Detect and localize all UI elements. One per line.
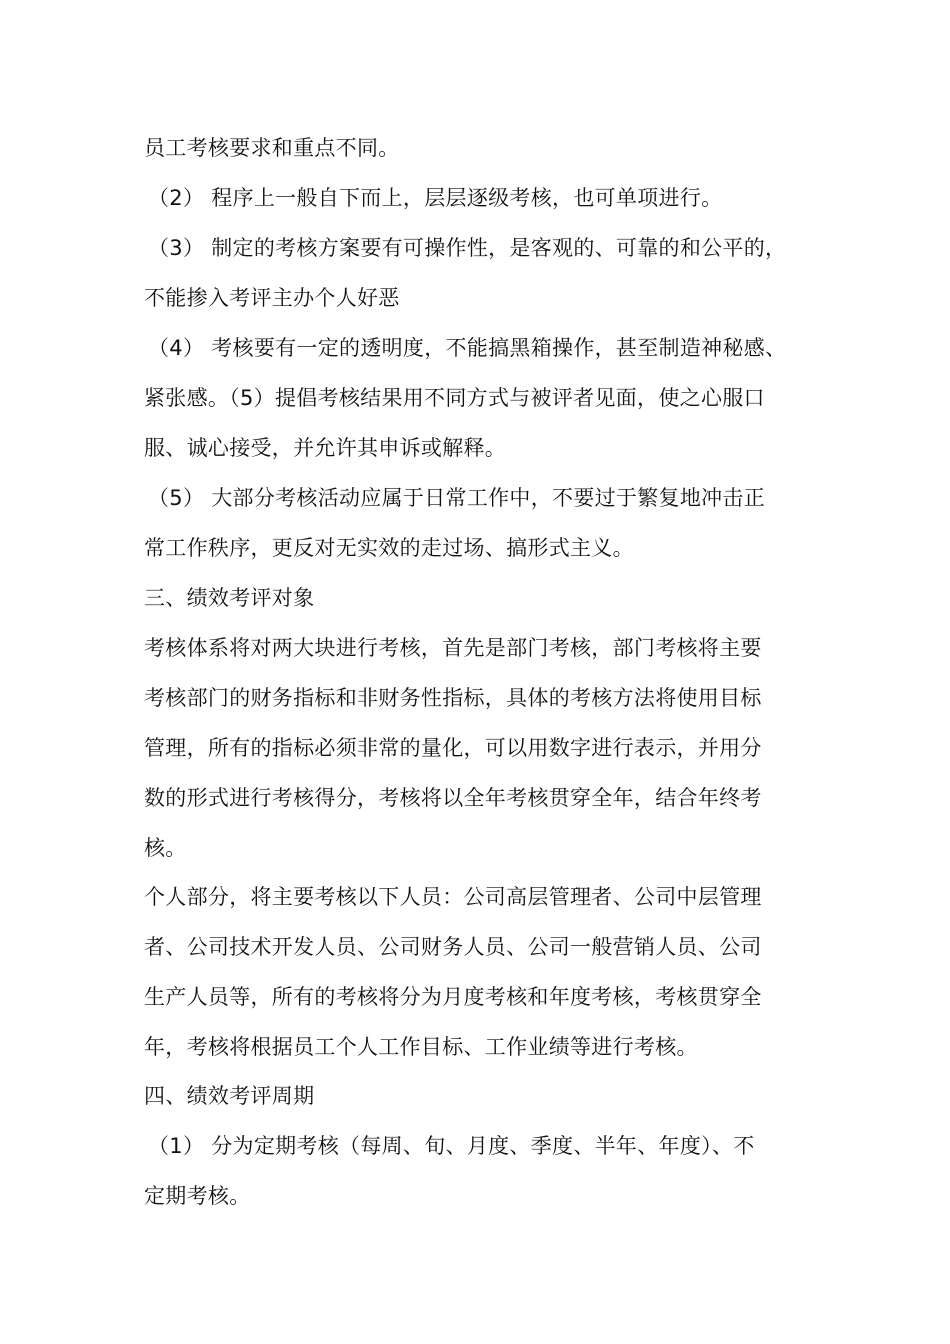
text-line: 年，考核将根据员工个人工作目标、工作业绩等进行考核。 xyxy=(144,1035,698,1059)
text-line: （1） 分为定期考核（每周、旬、月度、季度、半年、年度）、不 xyxy=(148,1134,755,1158)
text-line: （4） 考核要有一定的透明度，不能搞黑箱操作，甚至制造神秘感、 xyxy=(148,336,787,360)
text-line: 者、公司技术开发人员、公司财务人员、公司一般营销人员、公司 xyxy=(144,935,762,959)
text-line: 考核体系将对两大块进行考核，首先是部门考核，部门考核将主要 xyxy=(144,636,762,660)
text-line: （3） 制定的考核方案要有可操作性，是客观的、可靠的和公平的， xyxy=(148,236,787,260)
text-line: 核。 xyxy=(144,836,187,860)
text-line: 定期考核。 xyxy=(144,1184,251,1208)
section-heading: 三、绩效考评对象 xyxy=(144,586,315,610)
text-line: 考核部门的财务指标和非财务性指标，具体的考核方法将使用目标 xyxy=(144,686,762,710)
text-line: 数的形式进行考核得分，考核将以全年考核贯穿全年，结合年终考 xyxy=(144,786,762,810)
text-line: 管理，所有的指标必须非常的量化，可以用数字进行表示，并用分 xyxy=(144,736,762,760)
text-line: 服、诚心接受，并允许其申诉或解释。 xyxy=(144,436,507,460)
text-line: （2） 程序上一般自下而上，层层逐级考核，也可单项进行。 xyxy=(148,186,723,210)
text-line: 紧张感。（5）提倡考核结果用不同方式与被评者见面，使之心服口 xyxy=(144,386,765,410)
text-line: 员工考核要求和重点不同。 xyxy=(144,136,400,160)
text-line: 常工作秩序，更反对无实效的走过场、搞形式主义。 xyxy=(144,536,634,560)
text-line: （5） 大部分考核活动应属于日常工作中，不要过于繁复地冲击正 xyxy=(148,486,766,510)
section-heading: 四、绩效考评周期 xyxy=(144,1084,315,1108)
text-line: 不能掺入考评主办个人好恶 xyxy=(144,286,400,310)
text-line: 个人部分，将主要考核以下人员：公司高层管理者、公司中层管理 xyxy=(144,885,762,909)
text-line: 生产人员等，所有的考核将分为月度考核和年度考核，考核贯穿全 xyxy=(144,985,762,1009)
